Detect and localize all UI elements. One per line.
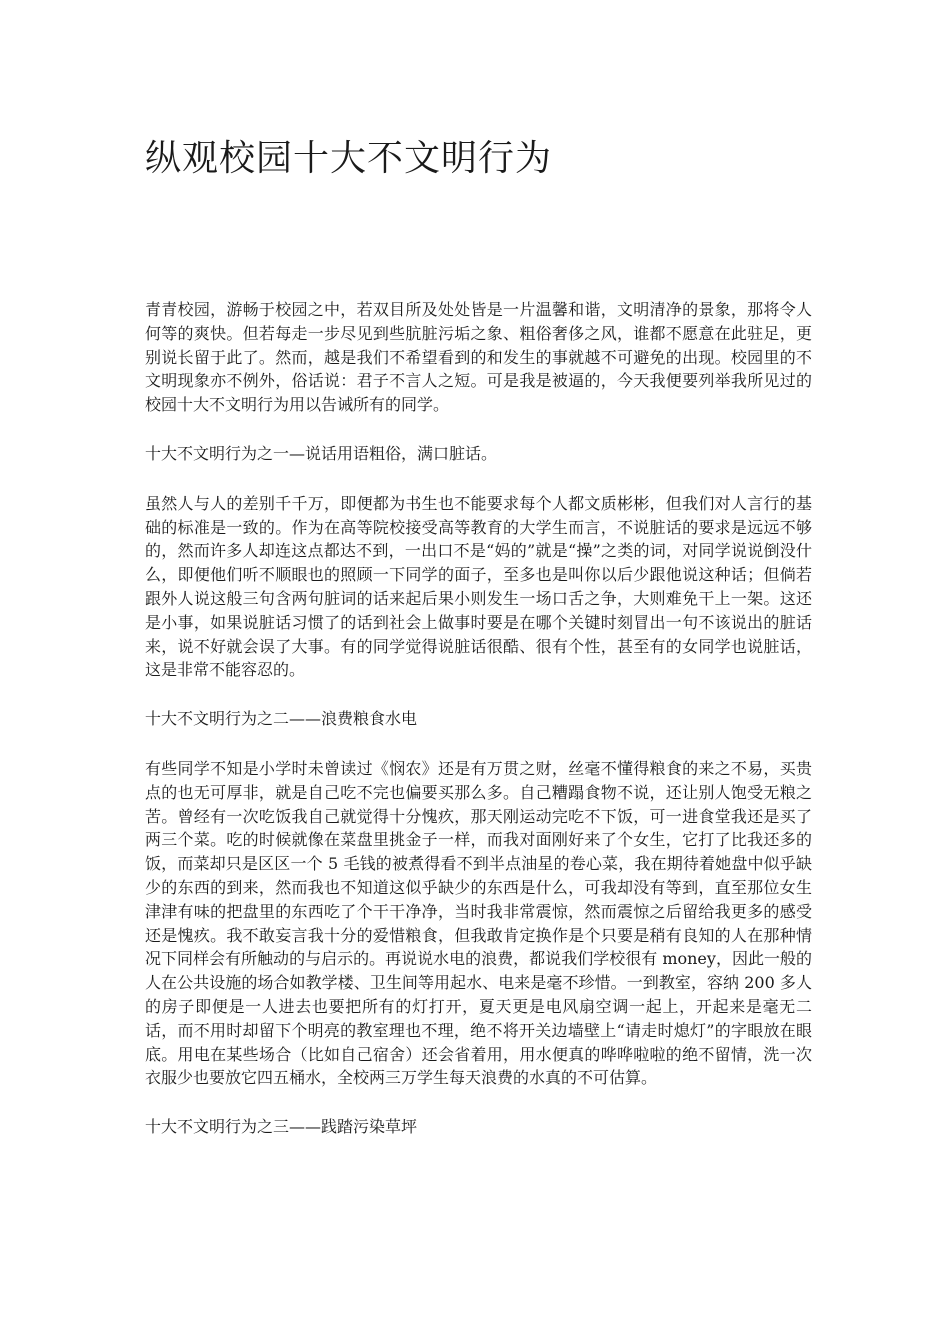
- document-body: [145, 298, 812, 1165]
- section-heading-3: 十大不文明行为之三——践踏污染草坪: [145, 1117, 418, 1137]
- section-heading-1: 十大不文明行为之一—说话用语粗俗，满口脏话。: [145, 443, 498, 463]
- section-heading-2: 十大不文明行为之二——浪费粮食水电: [145, 709, 418, 729]
- document-title: 纵观校园十大不文明行为: [145, 138, 553, 179]
- section-1-paragraph: 虽然人与人的差别千千万，即便都为书生也不能要求每个人都文质彬彬，但我们对人言行的基础的标准是一致的。作为在高等院校接受高等教育的大学生而言，不说脏话的要求是远远不够的，然而许多人却连这点都达不到，一出口不是“妈的”就是“操”之类的词，对同学说说倒没什么，即便他们听不顺眼也的照顾一下同学的面子，至多也是叫你以后少跟他说这种话；但倘若跟外人说这般三句含两句脏词的话来起后果小则发生一场口舌之争，大则难免干上一架。这还是小事，如果说脏话习惯了的话到社会上做事时要是在哪个关键时刻冒出一句不该说出的脏话来，说不好就会误了大事。有的同学觉得说脏话很酷、很有个性，甚至有的女同学也说脏话，这是非常不能容忍的。: [145, 493, 812, 680]
- intro-paragraph: 青青校园，游畅于校园之中，若双目所及处处皆是一片温馨和谐，文明清净的景象，那将令人何等的爽快。但若每走一步尽见到些肮脏污垢之象、粗俗奢侈之风，谁都不愿意在此驻足，更别说长留于此了。然而，越是我们不希望看到的和发生的事就越不可避免的出现。校园里的不文明现象亦不例外，俗话说：君子不言人之短。可是我是被逼的，今天我便要列举我所见过的校园十大不文明行为用以告诫所有的同学。: [145, 300, 812, 415]
- section-2-paragraph: 有些同学不知是小学时未曾读过《悯农》还是有万贯之财，丝毫不懂得粮食的来之不易，买贵点的也无可厚非，就是自己吃不完也偏要买那么多。自己糟蹋食物不说，还让别人饱受无粮之苦。曾经有一次吃饭我自己就觉得十分愧疚，那天刚运动完吃不下饭，可一进食堂我还是买了两三个菜。吃的时候就像在菜盘里挑金子一样，而我对面刚好来了个女生，它打了比我还多的饭，而菜却只是区区一个 5 毛钱的被煮得看不到半点油星的卷心菜，我在期待着她盘中似乎缺少的东西的到来，然而我也不知道这似乎缺少的东西是什么，可我却没有等到，直至那位女生津津有味的把盘里的东西吃了个干干净净，当时我非常震惊，然而震惊之后留给我更多的感受还是愧疚。我不敢妄言我十分的爱惜粮食，但我敢肯定换作是个只要是稍有良知的人在那种情况下同样会有所触动的与启示的。再说说水电的浪费，都说我们学校很有 money，因此一般的人在公共设施的场合如教学楼、卫生间等用起水、电来是毫不珍惜。一到教室，容纳 200 多人的房子即便是一人进去也要把所有的灯打开，夏天更是电风扇空调一起上，开起来是毫无二话，而不用时却留下个明亮的教室理也不理，绝不将开关边墙壁上“请走时熄灯”的字眼放在眼底。用电在某些场合（比如自己宿舍）还会省着用，用水便真的哗哗啦啦的绝不留情，洗一次衣服少也要放它四五桶水，全校两三万学生每天浪费的水真的不可估算。: [145, 758, 812, 1088]
